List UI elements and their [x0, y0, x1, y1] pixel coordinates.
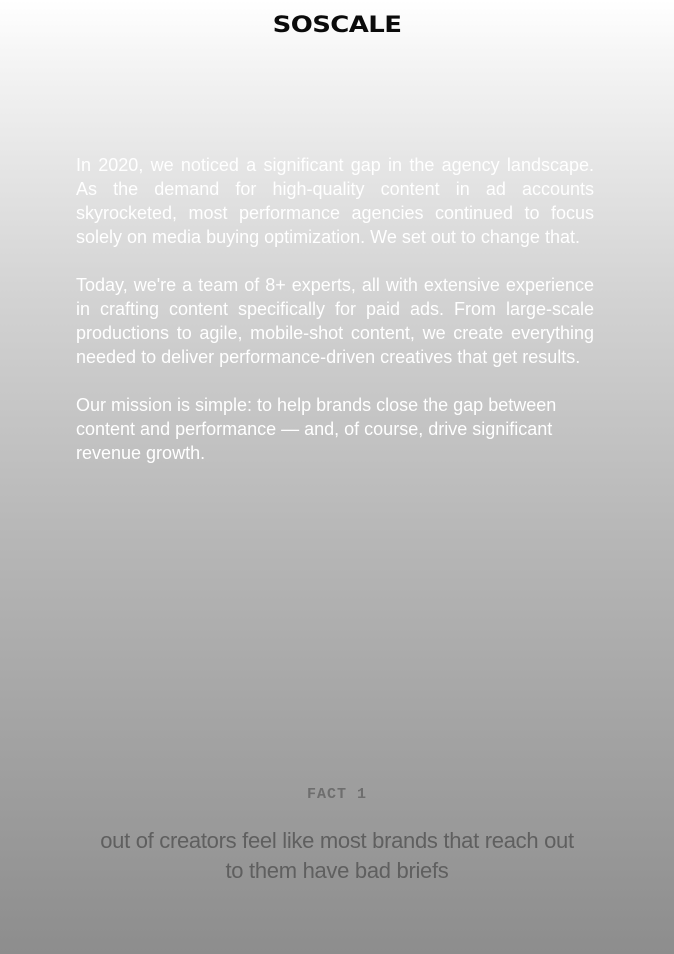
brand-logo[interactable]: SOSCALE: [272, 13, 402, 38]
about-paragraph-3: Our mission is simple: to help brands close the gap between content and performance — and, of course, drive significant revenue growth.: [76, 395, 557, 463]
fact-text: out of creators feel like most brands that reach out to them have bad briefs: [100, 828, 574, 883]
about-paragraph-1: In 2020, we noticed a significant gap in the agency landscape. As the demand for high-quality content in ad accounts skyrocketed, most performance agencies continued to focus solely on media buying optimization. We set out to change that.: [76, 155, 594, 247]
about-paragraph-2: Today, we're a team of 8+ experts, all with extensive experience in crafting content specifically for paid ads. From large-scale productions to agile, mobile-shot content, we create everything needed to deliver performance-driven creatives that get results.: [76, 275, 594, 367]
fact-label: FACT 1: [306, 786, 367, 803]
about-section: [76, 153, 594, 489]
